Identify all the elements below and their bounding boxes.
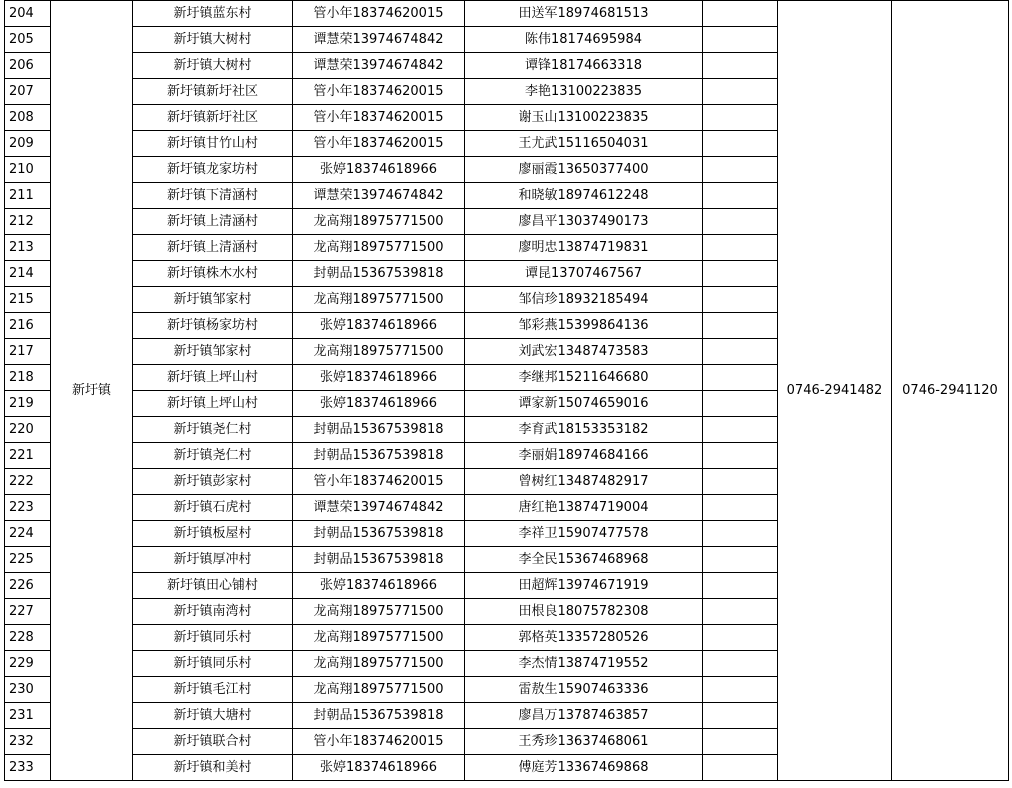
empty-cell[interactable] (703, 339, 778, 365)
town-cell[interactable]: 新圩镇 (51, 1, 133, 781)
leader-cell[interactable]: 谭慧荣13974674842 (293, 53, 465, 79)
leader-cell[interactable]: 管小年18374620015 (293, 79, 465, 105)
leader-cell[interactable]: 龙高翔18975771500 (293, 209, 465, 235)
village-cell[interactable]: 新圩镇上坪山村 (133, 365, 293, 391)
empty-cell[interactable] (703, 27, 778, 53)
contact-cell[interactable]: 李艳13100223835 (465, 79, 703, 105)
village-cell[interactable]: 新圩镇尧仁村 (133, 417, 293, 443)
row-number-cell[interactable]: 204 (5, 1, 51, 27)
empty-cell[interactable] (703, 105, 778, 131)
leader-cell[interactable]: 张婷18374618966 (293, 755, 465, 781)
empty-cell[interactable] (703, 53, 778, 79)
leader-cell[interactable]: 龙高翔18975771500 (293, 287, 465, 313)
empty-cell[interactable] (703, 729, 778, 755)
village-cell[interactable]: 新圩镇毛江村 (133, 677, 293, 703)
leader-cell[interactable]: 封朝品15367539818 (293, 703, 465, 729)
village-cell[interactable]: 新圩镇上清涵村 (133, 235, 293, 261)
empty-cell[interactable] (703, 547, 778, 573)
row-number-cell[interactable]: 228 (5, 625, 51, 651)
leader-cell[interactable]: 龙高翔18975771500 (293, 599, 465, 625)
empty-cell[interactable] (703, 79, 778, 105)
empty-cell[interactable] (703, 651, 778, 677)
row-number-cell[interactable]: 226 (5, 573, 51, 599)
village-cell[interactable]: 新圩镇甘竹山村 (133, 131, 293, 157)
leader-cell[interactable]: 龙高翔18975771500 (293, 235, 465, 261)
village-cell[interactable]: 新圩镇板屋村 (133, 521, 293, 547)
village-cell[interactable]: 新圩镇上清涵村 (133, 209, 293, 235)
contact-cell[interactable]: 邹信珍18932185494 (465, 287, 703, 313)
contact-cell[interactable]: 唐红艳13874719004 (465, 495, 703, 521)
leader-cell[interactable]: 龙高翔18975771500 (293, 625, 465, 651)
village-cell[interactable]: 新圩镇新圩社区 (133, 79, 293, 105)
leader-cell[interactable]: 谭慧荣13974674842 (293, 27, 465, 53)
contact-cell[interactable]: 廖丽霞13650377400 (465, 157, 703, 183)
village-cell[interactable]: 新圩镇杨家坊村 (133, 313, 293, 339)
empty-cell[interactable] (703, 495, 778, 521)
leader-cell[interactable]: 谭慧荣13974674842 (293, 495, 465, 521)
empty-cell[interactable] (703, 521, 778, 547)
row-number-cell[interactable]: 208 (5, 105, 51, 131)
leader-cell[interactable]: 张婷18374618966 (293, 365, 465, 391)
leader-cell[interactable]: 龙高翔18975771500 (293, 339, 465, 365)
village-cell[interactable]: 新圩镇邹家村 (133, 339, 293, 365)
leader-cell[interactable]: 张婷18374618966 (293, 313, 465, 339)
empty-cell[interactable] (703, 573, 778, 599)
contact-cell[interactable]: 李杰情13874719552 (465, 651, 703, 677)
row-number-cell[interactable]: 210 (5, 157, 51, 183)
row-number-cell[interactable]: 233 (5, 755, 51, 781)
village-cell[interactable]: 新圩镇同乐村 (133, 651, 293, 677)
village-cell[interactable]: 新圩镇株木水村 (133, 261, 293, 287)
contact-cell[interactable]: 田送军18974681513 (465, 1, 703, 27)
empty-cell[interactable] (703, 703, 778, 729)
empty-cell[interactable] (703, 391, 778, 417)
empty-cell[interactable] (703, 209, 778, 235)
contact-cell[interactable]: 李丽娟18974684166 (465, 443, 703, 469)
leader-cell[interactable]: 谭慧荣13974674842 (293, 183, 465, 209)
contact-cell[interactable]: 李育武18153353182 (465, 417, 703, 443)
row-number-cell[interactable]: 207 (5, 79, 51, 105)
bottom-edge (0, 784, 1012, 788)
row-number-cell[interactable]: 227 (5, 599, 51, 625)
empty-cell[interactable] (703, 313, 778, 339)
village-cell[interactable]: 新圩镇上坪山村 (133, 391, 293, 417)
village-cell[interactable]: 新圩镇厚冲村 (133, 547, 293, 573)
empty-cell[interactable] (703, 625, 778, 651)
contact-cell[interactable]: 曾树红13487482917 (465, 469, 703, 495)
village-cell[interactable]: 新圩镇彭家村 (133, 469, 293, 495)
empty-cell[interactable] (703, 183, 778, 209)
empty-cell[interactable] (703, 1, 778, 27)
contact-cell[interactable]: 陈伟18174695984 (465, 27, 703, 53)
row-number-cell[interactable]: 220 (5, 417, 51, 443)
empty-cell[interactable] (703, 417, 778, 443)
leader-cell[interactable]: 龙高翔18975771500 (293, 677, 465, 703)
leader-cell[interactable]: 封朝品15367539818 (293, 417, 465, 443)
leader-cell[interactable]: 封朝品15367539818 (293, 443, 465, 469)
town-phone-cell-1[interactable]: 0746-2941482 (778, 1, 892, 781)
row-number-cell[interactable]: 212 (5, 209, 51, 235)
town-phone-cell-2[interactable]: 0746-2941120 (892, 1, 1009, 781)
leader-cell[interactable]: 管小年18374620015 (293, 105, 465, 131)
empty-cell[interactable] (703, 287, 778, 313)
leader-cell[interactable]: 封朝品15367539818 (293, 521, 465, 547)
village-cell[interactable]: 新圩镇龙家坊村 (133, 157, 293, 183)
contact-cell[interactable]: 李继邦15211646680 (465, 365, 703, 391)
village-cell[interactable]: 新圩镇尧仁村 (133, 443, 293, 469)
empty-cell[interactable] (703, 131, 778, 157)
contact-cell[interactable]: 郭格英13357280526 (465, 625, 703, 651)
contact-cell[interactable]: 谭昆13707467567 (465, 261, 703, 287)
row-number-cell[interactable]: 214 (5, 261, 51, 287)
leader-cell[interactable]: 龙高翔18975771500 (293, 651, 465, 677)
leader-cell[interactable]: 封朝品15367539818 (293, 261, 465, 287)
empty-cell[interactable] (703, 261, 778, 287)
row-number-cell[interactable]: 230 (5, 677, 51, 703)
row-number-cell[interactable]: 209 (5, 131, 51, 157)
contact-cell[interactable]: 谭家新15074659016 (465, 391, 703, 417)
village-cell[interactable]: 新圩镇下清涵村 (133, 183, 293, 209)
row-number-cell[interactable]: 216 (5, 313, 51, 339)
empty-cell[interactable] (703, 235, 778, 261)
village-cell[interactable]: 新圩镇南湾村 (133, 599, 293, 625)
leader-cell[interactable]: 张婷18374618966 (293, 391, 465, 417)
empty-cell[interactable] (703, 469, 778, 495)
empty-cell[interactable] (703, 443, 778, 469)
table-row (5, 1, 1009, 27)
row-number-cell[interactable]: 213 (5, 235, 51, 261)
village-cell[interactable]: 新圩镇石虎村 (133, 495, 293, 521)
contact-cell[interactable]: 傅庭芳13367469868 (465, 755, 703, 781)
row-number-cell[interactable]: 225 (5, 547, 51, 573)
empty-cell[interactable] (703, 677, 778, 703)
village-cell[interactable]: 新圩镇新圩社区 (133, 105, 293, 131)
village-cell[interactable]: 新圩镇大塘村 (133, 703, 293, 729)
row-number-cell[interactable]: 231 (5, 703, 51, 729)
contact-cell[interactable]: 李全民15367468968 (465, 547, 703, 573)
row-number-cell[interactable]: 219 (5, 391, 51, 417)
row-number-cell[interactable]: 205 (5, 27, 51, 53)
village-cell[interactable]: 新圩镇邹家村 (133, 287, 293, 313)
contact-cell[interactable]: 和晓敏18974612248 (465, 183, 703, 209)
empty-cell[interactable] (703, 599, 778, 625)
empty-cell[interactable] (703, 755, 778, 781)
leader-cell[interactable]: 张婷18374618966 (293, 157, 465, 183)
table-body (5, 1, 1009, 781)
leader-cell[interactable]: 管小年18374620015 (293, 131, 465, 157)
leader-cell[interactable]: 封朝品15367539818 (293, 547, 465, 573)
row-number-cell[interactable]: 217 (5, 339, 51, 365)
village-cell[interactable]: 新圩镇大树村 (133, 53, 293, 79)
contact-cell[interactable]: 廖昌平13037490173 (465, 209, 703, 235)
contact-cell[interactable]: 刘武宏13487473583 (465, 339, 703, 365)
leader-cell[interactable]: 管小年18374620015 (293, 729, 465, 755)
contact-cell[interactable]: 王尤武15116504031 (465, 131, 703, 157)
leader-cell[interactable]: 管小年18374620015 (293, 1, 465, 27)
contact-cell[interactable]: 田超辉13974671919 (465, 573, 703, 599)
row-number-cell[interactable]: 215 (5, 287, 51, 313)
row-number-cell[interactable]: 232 (5, 729, 51, 755)
contact-cell[interactable]: 雷敖生15907463336 (465, 677, 703, 703)
contact-cell[interactable]: 李祥卫15907477578 (465, 521, 703, 547)
contact-cell[interactable]: 廖明忠13874719831 (465, 235, 703, 261)
row-number-cell[interactable]: 221 (5, 443, 51, 469)
village-cell[interactable]: 新圩镇联合村 (133, 729, 293, 755)
village-cell[interactable]: 新圩镇蓝东村 (133, 1, 293, 27)
contact-cell[interactable]: 谢玉山13100223835 (465, 105, 703, 131)
empty-cell[interactable] (703, 365, 778, 391)
row-number-cell[interactable]: 206 (5, 53, 51, 79)
contact-cell[interactable]: 谭锋18174663318 (465, 53, 703, 79)
leader-cell[interactable]: 管小年18374620015 (293, 469, 465, 495)
contact-cell[interactable]: 邹彩燕15399864136 (465, 313, 703, 339)
village-cell[interactable]: 新圩镇和美村 (133, 755, 293, 781)
row-number-cell[interactable]: 211 (5, 183, 51, 209)
leader-cell[interactable]: 张婷18374618966 (293, 573, 465, 599)
row-number-cell[interactable]: 222 (5, 469, 51, 495)
contact-cell[interactable]: 廖昌万13787463857 (465, 703, 703, 729)
row-number-cell[interactable]: 229 (5, 651, 51, 677)
contact-table (4, 0, 1009, 781)
row-number-cell[interactable]: 224 (5, 521, 51, 547)
row-number-cell[interactable]: 223 (5, 495, 51, 521)
village-cell[interactable]: 新圩镇大树村 (133, 27, 293, 53)
contact-cell[interactable]: 王秀珍13637468061 (465, 729, 703, 755)
empty-cell[interactable] (703, 157, 778, 183)
village-cell[interactable]: 新圩镇田心铺村 (133, 573, 293, 599)
contact-cell[interactable]: 田根良18075782308 (465, 599, 703, 625)
village-cell[interactable]: 新圩镇同乐村 (133, 625, 293, 651)
row-number-cell[interactable]: 218 (5, 365, 51, 391)
